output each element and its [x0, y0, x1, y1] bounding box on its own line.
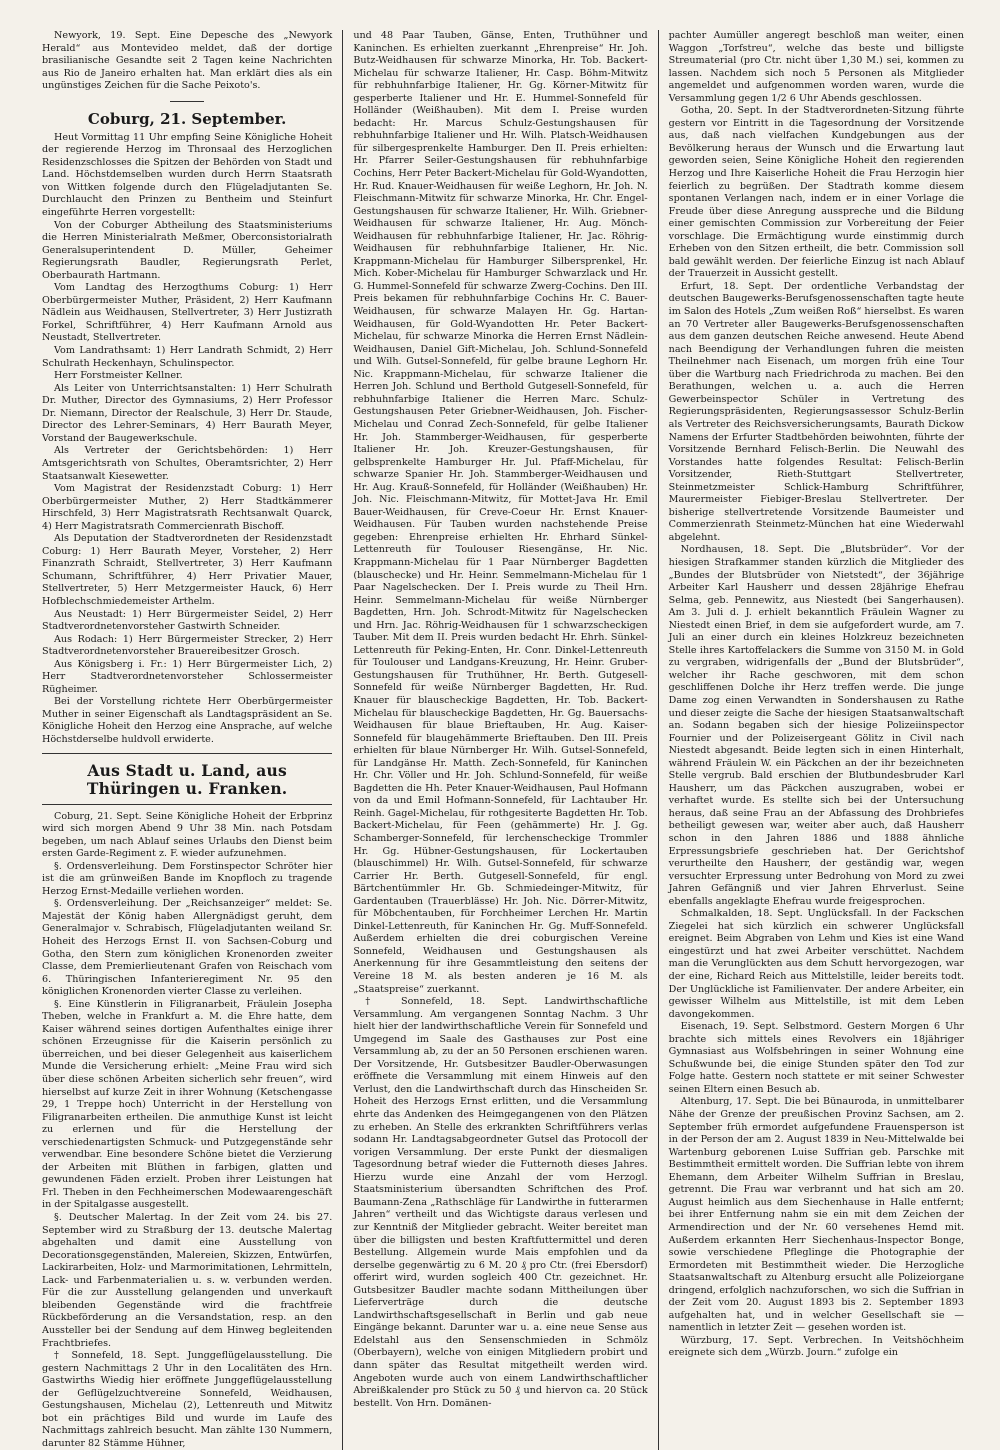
article-paragraph: Heut Vormittag 11 Uhr empfing Seine Königliche Hoheit der regierende Herzog im Thronsaal des Herzoglichen Residenzschlosses die Spitzen der Behörden von Stadt und Land. Höchstdemselben wurden durch Herrn Staatsrath von Wittken folgende durch den Flügeladjutanten Se. Durchlaucht den Prinzen zu Bentheim und Steinfurt eingeführte Herren vorgestellt:	[42, 131, 333, 219]
section-heading-regional: Aus Stadt u. Land, aus Thüringen u. Franken.	[86, 760, 288, 798]
article-paragraph: §. Eine Künstlerin in Filigranarbeit, Fräulein Josepha Theben, welche in Frankfurt a. M. die Ehre hatte, dem Kaiser während seines dortigen Aufenthaltes einige ihrer schönen Erzeugnisse für die Kaiserin persönlich zu überreichen, und bei dieser Gelegenheit aus kaiserlichem Munde die Versicherung erhielt: „Meine Frau wird sich über diese schönen Arbeiten sicherlich sehr freuen“, wird hierselbst auf kurze Zeit in ihrer Wohnung (Ketschengasse 29, 1 Treppe hoch) Unterricht in der Herstellung von Filigranarbeiten ertheilen. Die anmuthige Kunst ist leicht zu erlernen und für die Herstellung der verschiedenartigsten Schmuck- und Putzgegenstände sehr verwendbar. Eine besondere Schöne bietet die Verzierung der Arbeiten mit Blüthen in farbigen, glatten und gewundenen Fäden erzielt. Proben ihrer Leistungen hat Frl. Theben in den Fechheimerschen Modewaarengeschäft in der Spitalgasse ausgestellt.	[42, 998, 333, 1211]
article-paragraph: Würzburg, 17. Sept. Verbrechen. In Veitshöchheim ereignete sich dem „Würzb. Journ.“ zufolge ein	[668, 1334, 964, 1359]
article-paragraph: Vom Magistrat der Residenzstadt Coburg: 1) Herr Oberbürgermeister Muther, 2) Herr Stadtkämmerer Hirschfeld, 3) Herr Magistratsrath Rechtsanwalt Quarck, 4) Herr Magistratsrath Commercienrath Bischoff.	[42, 483, 333, 532]
article-paragraph: §. Deutscher Malertag. In der Zeit vom 24. bis 27. September wird zu Straßburg der 13. deutsche Malertag abgehalten und damit eine Ausstellung von Decorationsgegenständen, Malereien, Skizzen, Entwürfen, Lackirarbeiten, Holz- und Marmorimitationen, Lehrmitteln, Lack- und Farbenmaterialien u. s. w. verbunden werden. Für die zur Ausstellung gelangenden und unverkauft bleibenden Gegenstände wird die frachtfreie Rückbeförderung an die Versandstation, resp. an den Aussteller bei der Sendung auf dem Hinweg begleitenden Frachtbriefes.	[42, 1212, 333, 1349]
article-paragraph: † Sonnefeld, 18. Sept. Landwirthschaftliche Versammlung. Am vergangenen Sonntag Nachm. 3 Uhr hielt hier der landwirthschaftliche Verein für Sonnefeld und Umgegend im Saale des Gasthauses zur Post eine Versammlung ab, zu der an 50 Personen erschienen waren. Der Vorsitzende, Hr. Gutsbesitzer Baudler-Oberwasungen eröffnete die Versammlung mit einem Hinweis auf den Verlust, den die Landwirthschaft durch das Hinscheiden Sr. Hoheit des Herzogs Ernst erlitten, und die Versammlung ehrte das Andenken des Heimgegangenen von den Plätzen zu erheben. An Stelle des erkrankten Schriftführers verlas sodann Hr. Landtagsabgeordneter Gutsel das Protocoll der vorigen Versammlung. Der erste Punkt der diesmaligen Tagesordnung betraf wieder die Futternoth dieses Jahres. Hierzu wurde eine Anzahl der vom Herzogl. Staatsministerium übersandten Schriftchen des Prof. Baumann-Zena „Rathschläge für Landwirthe in futterarmen Jahren“ vertheilt und das Wichtigste daraus verlesen und zur Kenntniß der Mitglieder gebracht. Weiter bereitet man über die billigsten und besten Kraftfuttermittel und deren Bestellung. Allgemein wurde Mais empfohlen und da derselbe gegenwärtig zu 6 M. 20 ₰ pro Ctr. (frei Ebersdorf) offerirt wird, wurden sogleich 400 Ctr. gezeichnet. Hr. Gutsbesitzer Baudler machte sodann Mittheilungen über Lieferverträge durch die deutsche Landwirthschaftsgesellschaft in Berlin und gab neue Eingänge bekannt. Darunter war u. a. eine neue Sense aus Edelstahl aus den Sensenschmieden in Schmölz (Oberbayern), welche von einigen Mitgliedern probirt und dann später das Resultat mitgetheilt werden wird. Angeboten wurde auch von einem Landwirthschaftlicher Abreißkalender pro Stück zu 50 ₰ und hiervon ca. 20 Stück bestellt. Von Hrn. Domänen-	[353, 996, 648, 1409]
column-2	[343, 30, 658, 1450]
column-3	[659, 30, 974, 1450]
article-paragraph: Vom Landrathsamt: 1) Herr Landrath Schmidt, 2) Herr Schulrath Heckenhayn, Schulinspector.	[42, 345, 333, 369]
article-paragraph: Vom Landtag des Herzogthums Coburg: 1) Herr Oberbürgermeister Muther, Präsident, 2) Herr Kaufmann Nädlein aus Weidhausen, Stellvertreter, 3) Herr Justizrath Forkel, Schriftführer, 4) Herr Kaufmann Arnold aus Neustadt, Stellvertreter.	[42, 282, 333, 344]
article-paragraph: Nordhausen, 18. Sept. Die „Blutsbrüder“. Vor der hiesigen Strafkammer standen kürzlich die Mitglieder des „Bundes der Blutsbrüder von Nietstedt“, der 36jährige Arbeiter Karl Hausherr und dessen 28jährige Ehefrau Selma, geb. Pennewitz, aus Niestedt (bei Sangerhausen). Am 3. Juli d. J. erhielt bekanntlich Fräulein Wagner zu Niestedt einen Brief, in dem sie aufgefordert wurde, am 7. Juli an einer durch ein kleines Holzkreuz bezeichneten Stelle ihres Kartoffelackers die Summe von 3150 M. in Gold zu vergraben, widrigenfalls der „Bund der Blutsbrüder“, welcher ihr Rache geschworen, mit dem schon geschliffenen Dolche ihr Herz treffen werde. Die junge Dame zog einen Verwandten in Sondershausen zu Rathe und dieser zeigte die Sache der hiesigen Staatsanwaltschaft an. Sodann begaben sich der hiesige Polizeiinspector Fournier und der Polizeisergeant Gölitz in Civil nach Niestedt abgesandt. Beide legten sich in einen Hinterhalt, während Fräulein W. ein Päckchen an der ihr bezeichneten Stelle vergrub. Bald erschien der Blutbundesbruder Karl Hausherr, um das Päckchen auszugraben, wobei er verhaftet wurde. Es stellte sich bei der Untersuchung heraus, daß seine Frau an der Abfassung des Drohbriefes betheiligt gewesen war, weiter aber auch, daß Hausherr schon in den Jahren 1886 und 1888 ähnliche Erpressungsbriefe geschrieben hat. Der Gerichtshof verurtheilte den Hausherr, der geständig war, wegen versuchter Erpressung unter Bedrohung von Mord zu zwei Jahren Gefängniß und vier Jahren Ehrverlust. Seine ebenfalls angeklagte Ehefrau wurde freigesprochen.	[668, 544, 964, 907]
article-paragraph: † Sonnefeld, 18. Sept. Junggeflügelausstellung. Die gestern Nachmittags 2 Uhr in den Localitäten des Hrn. Gastwirths Wiedig hier eröffnete Junggeflügelausstellung der Geflügelzuchtvereine Sonnefeld, Weidhausen, Gestungshausen, Michelau (2), Lettenreuth und Mitwitz bot ein prächtiges Bild und wurde im Laufe des Nachmittags zahlreich besucht. Man zählte 130 Nummern, darunter 82 Stämme Hühner,	[42, 1350, 333, 1449]
divider	[170, 101, 204, 102]
article-newyork: Newyork, 19. Sept. Eine Depesche des „Newyork Herald“ aus Montevideo meldet, daß der dortige brasilianische Gesandte seit 2 Tagen keine Nachrichten aus Rio de Janeiro erhalten hat. Man erklärt dies als ein ungünstiges Zeichen für die Sache Peixoto's.	[42, 30, 333, 92]
article-paragraph: und 48 Paar Tauben, Gänse, Enten, Truthühner und Kaninchen. Es erhielten zuerkannt „Ehrenpreise“ Hr. Joh. Butz-Weidhausen für schwarze Minorka, Hr. Tob. Backert-Michelau für schwarze Italiener, Hr. Casp. Böhm-Mitwitz für rebhuhnfarbige Italiener, Hr. Gg. Körner-Mitwitz für gesperberte Italiener und Hr. E. Hummel-Sonnefeld für Holländer (Weißhauben). Mit dem I. Preise wurden bedacht: Hr. Marcus Schulz-Gestungshausen für rebhuhnfarbige Italiener und Hr. Wilh. Platsch-Weidhausen für silbergesprenkelte Hamburger. Den II. Preis erhielten: Hr. Pfarrer Seiler-Gestungshausen für rebhuhnfarbige Cochins, Herr Peter Backert-Michelau für Gold-Wyandotten, Hr. Rud. Knauer-Weidhausen für weiße Leghorn, Hr. Joh. N. Fleischmann-Mitwitz für schwarze Minorka, Hr. Chr. Engel-Gestungshausen für schwarze Italiener, Hr. Wilh. Griebner-Weidhausen für schwarze Italiener, Hr. Aug. Mönch-Weidhausen für rebhuhnfarbige Italiener, Hr. Jac. Röhrig-Weidhausen für rebhuhnfarbige Italiener, Hr. Nic. Krappmann-Michelau für Hamburger Silbersprenkel, Hr. Mich. Kober-Michelau für Hamburger Schwarzlack und Hr. G. Hummel-Sonnefeld für schwarze Zwerg-Cochins. Den III. Preis bekamen für rebhuhnfarbige Cochins Hr. C. Bauer-Weidhausen, für schwarze Malayen Hr. Gg. Hartan-Weidhausen, für Gold-Wyandotten Hr. Peter Backert-Michelau, für schwarze Minorka die Herren Ernst Nädlein-Weidhausen, Daniel Gift-Michelau, Joh. Schlund-Sonnefeld und Wilh. Gutsel-Sonnefeld, für gelbe braune Leghorn Hr. Nic. Krappmann-Michelau, für schwarze Italiener die Herren Joh. Schlund und Berthold Gutgesell-Sonnefeld, für rebhuhnfarbige Italiener die Herren Marc. Schulz-Gestungshausen Peter Griebner-Weidhausen, Joh. Fischer-Michelau und Conrad Zech-Sonnefeld, für gelbe Italiener Hr. Joh. Stammberger-Weidhausen, für gesperberte Italiener Hr. Joh. Kreuzer-Gestungshausen, für gelbsprenkelte Hamburger Hr. Jul. Pfaff-Michelau, für schwarze Spanier Hr. Joh. Stammberger-Weidhausen und Hr. Aug. Krauß-Sonnefeld, für Holländer (Weißhauben) Hr. Joh. Nic. Fleischmann-Mitwitz, für Mottet-Java Hr. Emil Bauer-Weidhausen, für Creve-Coeur Hr. Ernst Knauer-Weidhausen. Für Tauben wurden nachstehende Preise gegeben: Ehrenpreise erhielten Hr. Ehrhard Sünkel-Lettenreuth für Toulouser Riesengänse, Hr. Nic. Krappmann-Michelau für 1 Paar Nürnberger Bagdetten (blauschecke) und Hr. Heinr. Semmelmann-Michelau für 1 Paar Nagelschecken. Der I. Preis wurde zu Theil Hrn. Heinr. Semmelmann-Michelau für weiße Nürnberger Bagdetten, Hrn. Joh. Schrodt-Mitwitz für Nagelschecken und Hrn. Jac. Röhrig-Weidhausen für 1 schwarzscheckigen Tauber. Mit dem II. Preis wurden bedacht Hr. Ehrh. Sünkel-Lettenreuth für Peking-Enten, Hr. Conr. Dinkel-Lettenreuth für Toulouser und Landgans-Kreuzung, Hr. Heinr. Gruber-Gestungshausen für Truthühner, Hr. Berth. Gutgesell-Sonnefeld für weiße Nürnberger Bagdetten, Hr. Rud. Knauer für blauscheckige Bagdetten, Hr. Tob. Backert-Michelau für blauscheckige Bagdetten, Hr. Gg. Bauersachs-Weidhausen für blaue Brieftauben, Hr. Aug. Kaiser-Sonnefeld für blaugehämmerte Brieftauben. Den III. Preis erhielten für blaue Nürnberger Hr. Wilh. Gutsel-Sonnefeld, für Landgänse Hr. Matth. Zech-Sonnefeld, für Kaninchen Hr. Chr. Völler und Hr. Joh. Schlund-Sonnefeld, für weiße Bagdetten die Hh. Peter Knauer-Weidhausen, Paul Hofmann von da und Emil Hofmann-Sonnefeld, für Lachtauber Hr. Reinh. Gagel-Michelau, für rothgesiterte Bagdetten Hr. Tob. Backert-Michelau, für Feen (gehämmerte) Hr. J. Gg. Schamberger-Sonnefeld, für lerchenscheckige Trommler Hr. Gg. Hübner-Gestungshausen, für Lockertauben (blauschimmel) Hr. Wilh. Gutsel-Sonnefeld, für schwarze Carrier Hr. Berth. Gutgesell-Sonnefeld, für engl. Bärtchentümmler Hr. Gb. Schmiedeinger-Mitwitz, für Gardentauben (Trauerblässe) Hr. Joh. Nic. Dörrer-Mitwitz, für Möbchentauben, für Forchheimer Lerchen Hr. Martin Dinkel-Lettenreuth, für Kaninchen Hr. Gg. Muff-Sonnefeld. Außerdem erhielten die drei coburgischen Vereine Sonnefeld, Weidhausen und Gestungshausen als Anerkennung für ihre Gesammtleistung den seitens der Vereine 18 M. als besten anderen je 16 M. als „Staatspreise“ zuerkannt.	[353, 30, 648, 995]
article-paragraph: Herr Forstmeister Kellner.	[54, 370, 183, 382]
article-paragraph: Gotha, 20. Sept. In der Stadtverordneten-Sitzung führte gestern vor Eintritt in die Tagesordnung der Vorsitzende aus, daß nach vielfachen Kundgebungen aus der Bevölkerung heraus der Wunsch und die Erwartung laut geworden seien, Seine Königliche Hoheit den regierenden Herzog und Ihre Kaiserliche Hoheit die Frau Herzogin hier feierlich zu begrüßen. Der Stadtrath komme diesem spontanen Verlangen nach, indem er in einer Vorlage die Freude über diese Anregung ausspreche und die Bildung einer gemischten Commission zur Vorbereitung der Feier vorschlage. Die Ermächtigung wurde einstimmig durch Erheben von den Sitzen ertheilt, die betr. Commission soll bald gewählt werden. Der feierliche Einzug ist nach Ablauf der Trauerzeit in Aussicht gestellt.	[668, 105, 964, 280]
article-paragraph: Von der Coburger Abtheilung des Staatsministeriums die Herren Ministerialrath Meßmer, Oberconsistorialrath Generalsuperintendent D. Müller, Geheimer Regierungsrath Baudler, Regierungsrath Perlet, Oberbaurath Hartmann.	[42, 219, 333, 281]
article-paragraph: Aus Königsberg i. Fr.: 1) Herr Bürgermeister Lich, 2) Herr Stadtverordnetenvorsteher Schlossermeister Rügheimer.	[42, 658, 333, 695]
article-paragraph: Bei der Vorstellung richtete Herr Oberbürgermeister Muther in seiner Eigenschaft als Landtagspräsident an Se. Königliche Hoheit den Herzog eine Ansprache, auf welche Höchstderselbe huldvoll erwiderte.	[42, 696, 333, 745]
article-paragraph: Altenburg, 17. Sept. Die bei Bünauroda, in unmittelbarer Nähe der Grenze der preußischen Provinz Sachsen, am 2. September früh ermordet aufgefundene Frauensperson ist in der Person der am 2. August 1839 in Neu-Mittelwalde bei Wartenburg geborenen Luise Suffrian geb. Parschke mit Bestimmtheit ermittelt worden. Die Suffrian lebte von ihrem Ehemann, dem Arbeiter Wilhelm Suffrian in Breslau, getrennt. Die Frau war verbrannt und hat sich am 20. August heimlich aus dem Siechenhause in Halle entfernt; bei ihrer Entfernung nahm sie ein mit dem Zeichen der Armendirection und der Nr. 60 versehenes Hemd mit. Außerdem erkannten Herr Siechenhaus-Inspector Bonge, sowie verschiedene Pfleglinge die Photographie der Ermordeten mit Bestimmtheit wieder. Die Herzogliche Staatsanwaltschaft zu Altenburg ersucht alle Polizeiorgane dringend, erfolglich nachzuforschen, wo sich die Suffrian in der Zeit vom 20. August 1893 bis 2. September 1893 aufgehalten hat, und in welcher Gesellschaft sie — namentlich in letzter Zeit — gesehen worden ist.	[668, 1096, 964, 1334]
article-paragraph: pachter Aumüller angeregt beschloß man weiter, einen Waggon „Torfstreu“, welche das beste und billigste Streumaterial (pro Ctr. nicht über 1,30 M.) sei, kommen zu lassen. Nachdem sich noch 5 Personen als Mitglieder angemeldet und aufgenommen worden waren, wurde die Versammlung gegen 1/2 6 Uhr Abends geschlossen.	[668, 30, 964, 104]
article-paragraph: Aus Neustadt: 1) Herr Bürgermeister Seidel, 2) Herr Stadtverordnetenvorsteher Gastwirth Schneider.	[42, 608, 333, 633]
article-paragraph: Erfurt, 18. Sept. Der ordentliche Verbandstag der deutschen Baugewerks-Berufsgenossenschaften tagte heute im Salon des Hotels „Zum weißen Roß“ hierselbst. Es waren an 70 Vertreter aller Baugewerks-Berufsgenossenschaften aus dem ganzen deutschen Reiche anwesend. Heute Abend nach Beendigung der Verhandlungen fuhren die meisten Theilnehmer nach Eisenach, um morgen früh eine Tour über die Wartburg nach Friedrichroda zu machen. Bei den Berathungen, welchen u. a. auch die Herren Gewerbeinspector Schüler in Vertretung des Regierungspräsidenten, Regierungsassessor Schulz-Berlin als Vertreter des Reichsversicherungsamts, Baurath Dickow Namens der Erfurter Stadtbehörden beiwohnten, führte der Vorsitzende Bernhard Felisch-Berlin. Die Neuwahl des Vorstandes hatte folgendes Resultat: Felisch-Berlin Vorsitzender, Rieth-Stuttgart Stellvertreter, Steinmetzmeister Schlick-Hamburg Schriftführer, Maurermeister Fiebiger-Breslau Stellvertreter. Der bisherige stellvertretende Vorsitzende Baumeister und Commerzienrath Steinmetz-München hat eine Wiederwahl abgelehnt.	[668, 280, 964, 543]
section-heading-coburg: Coburg, 21. September.	[87, 109, 287, 128]
article-paragraph: Als Leiter von Unterrichtsanstalten: 1) Herr Schulrath Dr. Muther, Director des Gymnasiums, 2) Herr Professor Dr. Niemann, Director der Realschule, 3) Herr Dr. Staude, Director des Lehrer-Seminars, 4) Herr Baurath Meyer, Vorstand der Baugewerkschule.	[42, 382, 333, 444]
column-container	[28, 30, 974, 1449]
divider	[42, 804, 332, 805]
article-paragraph: Eisenach, 19. Sept. Selbstmord. Gestern Morgen 6 Uhr brachte sich mittels eines Revolvers ein 18jähriger Gymnasiast aus Wolfsbehringen in seiner Wohnung eine Schußwunde bei, die einige Stunden später den Tod zur Folge hatte. Gestern noch stattete er mit seiner Schwester seinen Eltern einen Besuch ab.	[668, 1021, 964, 1095]
divider	[42, 753, 332, 754]
article-paragraph: Schmalkalden, 18. Sept. Unglücksfall. In der Fackschen Ziegelei hat sich kürzlich ein schwerer Unglücksfall ereignet. Beim Abgraben von Lehm und Kies ist eine Wand eingestürzt und hat zwei Arbeiter verschüttet. Nachdem man die Verunglückten aus dem Schutt hervorgezogen, war der eine, Richard Reich aus Mittelstille, leider bereits todt. Der Unglückliche ist Familienvater. Der andere Arbeiter, ein gewisser Wilhelm aus Mittelstille, ist mit dem Leben davongekommen.	[668, 908, 964, 1020]
article-paragraph: Aus Rodach: 1) Herr Bürgermeister Strecker, 2) Herr Stadtverordnetenvorsteher Brauereibesitzer Grosch.	[42, 633, 333, 658]
article-paragraph: Als Vertreter der Gerichtsbehörden: 1) Herr Amtsgerichtsrath von Schultes, Oberamtsrichter, 2) Herr Staatsanwalt Kiesewetter.	[42, 445, 333, 482]
article-paragraph: §. Ordensverleihung. Dem Forstinspector Schröter hier ist die am grünweißen Bande im Knopfloch zu tragende Herzog Ernst-Medaille verliehen worden.	[42, 860, 333, 897]
column-1	[28, 30, 343, 1450]
article-paragraph: Als Deputation der Stadtverordneten der Residenzstadt Coburg: 1) Herr Baurath Meyer, Vorsteher, 2) Herr Finanzrath Schraidt, Stellvertreter, 3) Herr Kaufmann Schumann, Schriftführer, 4) Herr Privatier Mauer, Stellvertreter, 5) Herr Metzgermeister Hauck, 6) Herr Hofblechschmiedemeister Arthelm.	[42, 533, 333, 607]
article-paragraph: §. Ordensverleihung. Der „Reichsanzeiger“ meldet: Se. Majestät der König haben Allergnädigst geruht, dem Generalmajor v. Schrabisch, Flügeladjutanten weiland Sr. Hoheit des Herzogs Ernst II. von Sachsen-Coburg und Gotha, den Stern zum königlichen Kronenorden zweiter Classe, dem Premierlieutenant Grafen von Reischach vom 6. Thüringischen Infanterieregiment Nr. 95 den königlichen Kronenorden vierter Classe zu verleihen.	[42, 898, 333, 998]
article-paragraph: Coburg, 21. Sept. Seine Königliche Hoheit der Erbprinz wird sich morgen Abend 9 Uhr 38 Min. nach Potsdam begeben, um nach Ablauf seines Urlaubs den Dienst beim ersten Garde-Regiment z. F. wieder aufzunehmen.	[42, 810, 333, 860]
